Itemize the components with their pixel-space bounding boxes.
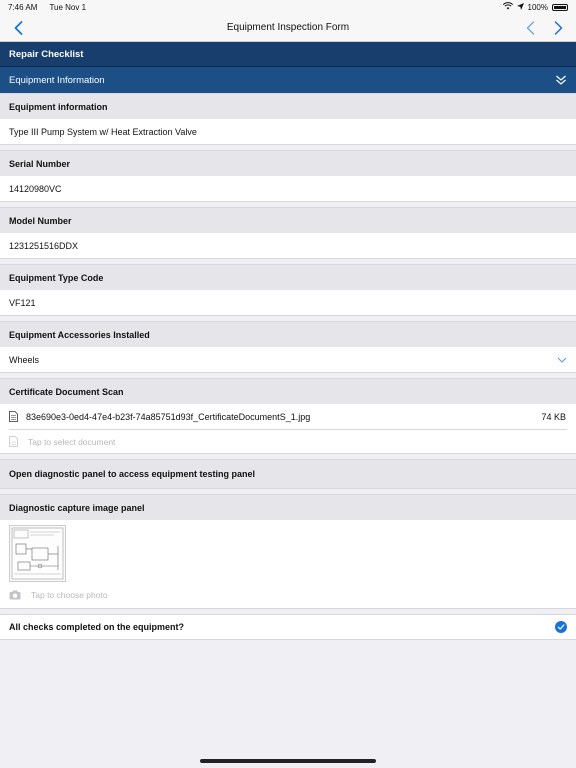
chevron-down-icon: [557, 355, 567, 365]
back-button[interactable]: [8, 18, 28, 38]
chevron-right-icon: [554, 21, 563, 35]
certificate-document-row[interactable]: [0, 404, 576, 429]
status-left: [8, 3, 96, 12]
all-checks-completed-row[interactable]: [0, 614, 576, 640]
serial-number-field[interactable]: 14120980VC: [0, 176, 576, 202]
camera-icon: [9, 590, 21, 600]
diagnostic-capture-label: Diagnostic capture image panel: [0, 494, 576, 520]
nav-pager: [520, 18, 568, 38]
status-time: 7:46 AM: [8, 2, 38, 12]
all-checks-completed-label: All checks completed on the equipment?: [9, 622, 185, 632]
serial-number-label: Serial Number: [0, 150, 576, 176]
next-button[interactable]: [548, 18, 568, 38]
nav-bar: [0, 14, 576, 42]
wifi-icon: [503, 2, 513, 12]
model-number-label: Model Number: [0, 207, 576, 233]
select-document-placeholder: Tap to select document: [28, 436, 116, 447]
chevron-left-icon: [526, 21, 535, 35]
accessories-value: Wheels: [9, 354, 40, 365]
certificate-label: Certificate Document Scan: [0, 378, 576, 404]
status-right: [503, 2, 568, 12]
diagnostic-image-panel: [0, 520, 576, 609]
status-date: Tue Nov 1: [49, 2, 87, 12]
diagnostic-image-thumbnail[interactable]: [9, 525, 66, 582]
select-document-button[interactable]: [0, 430, 576, 454]
certificate-file-name: 83e690e3-0ed4-47e4-b23f-74a85751d93f_CertificateDocumentS_1.jpg: [26, 411, 311, 422]
choose-photo-button[interactable]: [9, 582, 567, 608]
equipment-type-code-field[interactable]: VF121: [0, 290, 576, 316]
collapse-chevron-icon: [555, 74, 567, 86]
location-icon: [517, 3, 524, 12]
section-equipment-information[interactable]: [0, 67, 576, 93]
document-icon: [9, 436, 18, 447]
chevron-left-icon: [14, 21, 23, 35]
status-bar: [0, 0, 576, 14]
equipment-information-field[interactable]: Type III Pump System w/ Heat Extraction Valve: [0, 119, 576, 145]
document-icon: [9, 411, 18, 422]
accessories-label: Equipment Accessories Installed: [0, 321, 576, 347]
equipment-type-code-label: Equipment Type Code: [0, 264, 576, 290]
home-indicator[interactable]: [200, 759, 376, 763]
equipment-information-label: Equipment information: [0, 93, 576, 119]
open-diagnostic-panel-button[interactable]: Open diagnostic panel to access equipment testing panel: [0, 459, 576, 489]
model-number-field[interactable]: 1231251516DDX: [0, 233, 576, 259]
previous-button[interactable]: [520, 18, 540, 38]
battery-icon: [552, 4, 568, 11]
choose-photo-placeholder: Tap to choose photo: [31, 590, 108, 600]
certificate-file-size: 74 KB: [541, 411, 566, 422]
accessories-select[interactable]: [0, 347, 576, 373]
battery-percent: 100%: [527, 2, 548, 12]
section-equipment-information-label: Equipment Information: [9, 74, 105, 86]
page-title: Equipment Inspection Form: [226, 22, 350, 33]
section-repair-checklist: Repair Checklist: [0, 42, 576, 67]
checkmark-icon[interactable]: [555, 621, 567, 633]
